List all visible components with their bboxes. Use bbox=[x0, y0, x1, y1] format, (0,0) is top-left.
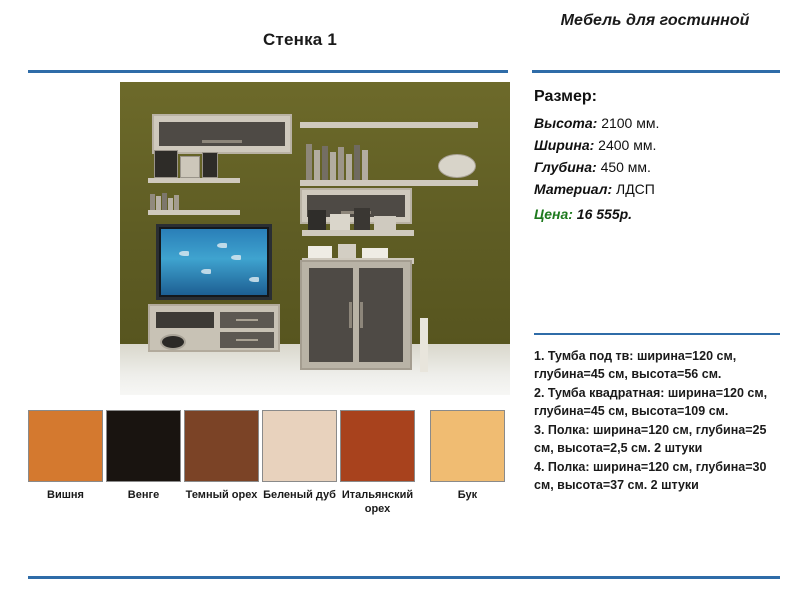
photo-cabinet-door-left bbox=[309, 268, 353, 362]
photo-cabinet-handle bbox=[349, 302, 352, 328]
spec-row-height bbox=[534, 112, 786, 134]
swatch-label: Бук bbox=[457, 489, 478, 501]
spec-row-depth bbox=[534, 156, 786, 178]
photo-cabinet-handle bbox=[360, 302, 363, 328]
swatch-label: Беленый дуб bbox=[263, 489, 336, 501]
photo-shelf-objects-2 bbox=[308, 242, 408, 258]
price-row bbox=[534, 202, 786, 226]
category-title: Мебель для гостинной bbox=[560, 12, 750, 29]
photo-tv-screen bbox=[161, 229, 267, 295]
swatch-chip[interactable] bbox=[430, 410, 505, 482]
divider-top-right bbox=[532, 70, 780, 73]
specs-heading: Размер: bbox=[534, 88, 597, 105]
photo-stand-niche bbox=[156, 312, 214, 328]
photo-shelf-left-1 bbox=[148, 178, 240, 183]
photo-cabinet-door-right bbox=[359, 268, 403, 362]
swatch-chip[interactable] bbox=[184, 410, 259, 482]
spec-label: Глубина: bbox=[534, 159, 597, 175]
spec-row-width bbox=[534, 134, 786, 156]
spec-value: ЛДСП bbox=[616, 181, 655, 197]
page-header bbox=[0, 0, 800, 72]
detail-item: 4. Полка: ширина=120 см, глубина=30 см, высота=37 см. 2 штуки bbox=[534, 460, 767, 492]
photo-books-left bbox=[150, 192, 220, 210]
spec-label: Ширина: bbox=[534, 137, 595, 153]
photo-stand-speaker bbox=[160, 334, 186, 350]
swatch-chip[interactable] bbox=[106, 410, 181, 482]
spec-value: 450 мм. bbox=[600, 159, 651, 175]
photo-shelf-objects-1 bbox=[306, 206, 410, 230]
photo-upper-shelf bbox=[300, 122, 478, 128]
swatch-label: Вишня bbox=[47, 489, 84, 501]
spec-value: 2400 мм. bbox=[598, 137, 657, 153]
photo-square-cabinet bbox=[300, 260, 412, 370]
swatch-label: Итальянский орех bbox=[341, 489, 414, 515]
photo-tv-fish bbox=[231, 255, 241, 260]
swatch-temnyy-orekh[interactable] bbox=[184, 410, 259, 502]
photo-tv-fish bbox=[201, 269, 211, 274]
spec-value: 2100 мм. bbox=[601, 115, 660, 131]
color-swatches bbox=[28, 410, 508, 540]
swatch-chip[interactable] bbox=[340, 410, 415, 482]
photo-shelf-center-1 bbox=[302, 230, 414, 236]
detail-item: 1. Тумба под тв: ширина=120 см, глубина=45 см, высота=56 см. bbox=[534, 349, 737, 381]
photo-picture-frames bbox=[152, 148, 238, 178]
swatch-label: Темный орех bbox=[185, 489, 258, 501]
photo-books-right bbox=[306, 140, 426, 180]
detail-item: 3. Полка: ширина=120 см, глубина=25 см, высота=2,5 см. 2 штуки bbox=[534, 423, 767, 455]
photo-middle-shelf bbox=[300, 180, 478, 186]
photo-drawer-handle bbox=[236, 339, 258, 341]
spec-label: Материал: bbox=[534, 181, 613, 197]
swatch-belenyy-dub[interactable] bbox=[262, 410, 337, 502]
swatch-italyanskiy-orekh[interactable] bbox=[340, 410, 415, 516]
divider-bottom bbox=[28, 576, 780, 579]
photo-tv-fish bbox=[249, 277, 259, 282]
page-title: Стенка 1 bbox=[262, 30, 338, 49]
swatch-venge[interactable] bbox=[106, 410, 181, 502]
divider-middle-right bbox=[534, 333, 780, 335]
swatch-label: Венге bbox=[127, 489, 160, 501]
photo-drawer-handle bbox=[236, 319, 258, 321]
swatch-chip[interactable] bbox=[262, 410, 337, 482]
photo-cabinet-handle bbox=[202, 140, 243, 143]
swatch-buk[interactable] bbox=[430, 410, 505, 502]
price-value: 16 555р. bbox=[576, 206, 633, 222]
photo-cabinet-side-panel bbox=[420, 318, 428, 372]
divider-top-left bbox=[28, 70, 508, 73]
details-list bbox=[534, 348, 784, 496]
photo-decor-plate bbox=[438, 154, 476, 178]
spec-row-material bbox=[534, 178, 786, 200]
photo-television bbox=[156, 224, 272, 300]
specs-panel bbox=[534, 88, 786, 226]
photo-tv-fish bbox=[217, 243, 227, 248]
price-label: Цена: bbox=[534, 206, 573, 222]
detail-item: 2. Тумба квадратная: ширина=120 см, глубина=45 см, высота=109 см. bbox=[534, 386, 768, 418]
swatch-chip[interactable] bbox=[28, 410, 103, 482]
photo-tv-fish bbox=[179, 251, 189, 256]
photo-tv-stand bbox=[148, 304, 280, 352]
swatch-vishnya[interactable] bbox=[28, 410, 103, 502]
product-photo bbox=[120, 82, 510, 395]
spec-label: Высота: bbox=[534, 115, 598, 131]
photo-shelf-left-2 bbox=[148, 210, 240, 215]
